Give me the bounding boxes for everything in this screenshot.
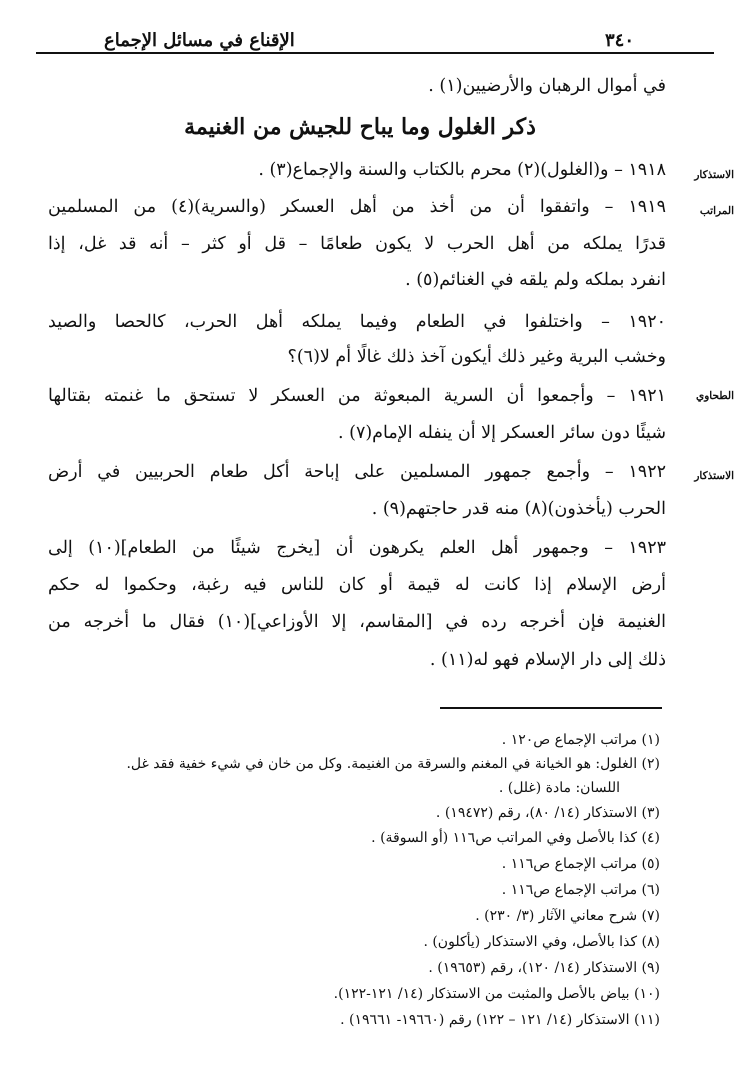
paragraph-1920-line-2: وخشب البرية وغير ذلك أيكون آخذ ذلك غالًا أم لا(٦)؟ <box>287 347 666 367</box>
footnote-3: (٣) الاستذكار (١٤/ ٨٠)، رقم (١٩٤٧٢) . <box>435 805 660 821</box>
footnote-11: (١١) الاستذكار (١٤/ ١٢١ – ١٢٢) رقم (١٩٦٦٠- ١٩٦٦١) . <box>340 1012 660 1028</box>
margin-note-maratib: المراتب <box>699 205 734 217</box>
intro-line: في أموال الرهبان والأرضيين(١) . <box>428 76 666 96</box>
footnote-2: (٢) الغلول: هو الخيانة في المغنم والسرقة من الغنيمة. وكل من خان في شيء خفية فقد غل. <box>126 756 660 772</box>
paragraph-1922-line-2: الحرب (يأخذون)(٨) منه قدر حاجتهم(٩) . <box>371 499 666 519</box>
footnote-7: (٧) شرح معاني الآثار (٣/ ٢٣٠) . <box>475 908 660 924</box>
margin-note-istidhkar: الاستذكار <box>694 169 734 181</box>
paragraph-1919-line-3: انفرد بملكه ولم يلقه في الغنائم(٥) . <box>405 270 666 290</box>
footnote-2-continued: اللسان: مادة (غلل) . <box>498 780 620 796</box>
paragraph-1923-line-1: ١٩٢٣ – وجمهور أهل العلم يكرهون أن [يخرج شيئًا من الطعام](١٠) إلى <box>48 538 666 558</box>
footnote-8: (٨) كذا بالأصل، وفي الاستذكار (يأكلون) . <box>423 934 660 950</box>
header-title: الإقناع في مسائل الإجماع <box>98 30 301 51</box>
running-header <box>36 28 714 62</box>
paragraph-1919-line-1: ١٩١٩ – واتفقوا أن من أخذ من أهل العسكر (والسرية)(٤) من المسلمين <box>48 197 666 217</box>
margin-note-tahawi: الطحاوي <box>696 390 734 402</box>
footnote-5: (٥) مراتب الإجماع ص١١٦ . <box>501 856 660 872</box>
page-number: ٣٤٠ <box>599 30 640 51</box>
header-rule <box>36 52 714 54</box>
footnote-1: (١) مراتب الإجماع ص١٢٠ . <box>501 732 660 748</box>
paragraph-1921-line-2: شيئًا دون سائر العسكر إلا أن ينفله الإمام(٧) . <box>338 423 666 443</box>
margin-note-istidhkar-2: الاستذكار <box>694 470 734 482</box>
footnote-6: (٦) مراتب الإجماع ص١١٦ . <box>501 882 660 898</box>
footnote-10: (١٠) بياض بالأصل والمثبت من الاستذكار (١٤/ ١٢١-١٢٢). <box>333 986 660 1002</box>
paragraph-1923-line-3: الغنيمة فإن أخرجه رده في [المقاسم، إلا الأوزاعي](١٠) فقال ما أخرجه من <box>48 612 667 632</box>
footnote-separator <box>440 707 662 709</box>
paragraph-1918-line-1: ١٩١٨ – و(الغلول)(٢) محرم بالكتاب والسنة والإجماع(٣) . <box>258 160 666 180</box>
paragraph-1919-line-2: قدرًا يملكه من أهل الحرب لا يكون طعامًا – قل أو كثر – أنه قد غل، إذا <box>48 234 666 254</box>
footnote-9: (٩) الاستذكار (١٤/ ١٢٠)، رقم (١٩٦٥٣) . <box>428 960 660 976</box>
paragraph-1920-line-1: ١٩٢٠ – واختلفوا في الطعام وفيما يملكه أهل الحرب، كالحصا والصيد <box>48 312 666 332</box>
paragraph-1922-line-1: ١٩٢٢ – وأجمع جمهور المسلمين على إباحة أكل طعام الحربيين في أرض <box>48 462 666 482</box>
footnote-4: (٤) كذا بالأصل وفي المراتب ص١١٦ (أو السوقة) . <box>371 830 660 846</box>
paragraph-1923-line-2: أرض الإسلام إذا كانت له قيمة أو كان للناس فيه رغبة، وحكموا له حكم <box>48 575 666 595</box>
section-title: ذكر الغلول وما يباح للجيش من الغنيمة <box>184 114 536 140</box>
paragraph-1921-line-1: ١٩٢١ – وأجمعوا أن السرية المبعوثة من العسكر لا تستحق ما غنمته بقتالها <box>48 386 666 406</box>
paragraph-1923-line-4: ذلك إلى دار الإسلام فهو له(١١) . <box>429 650 666 670</box>
